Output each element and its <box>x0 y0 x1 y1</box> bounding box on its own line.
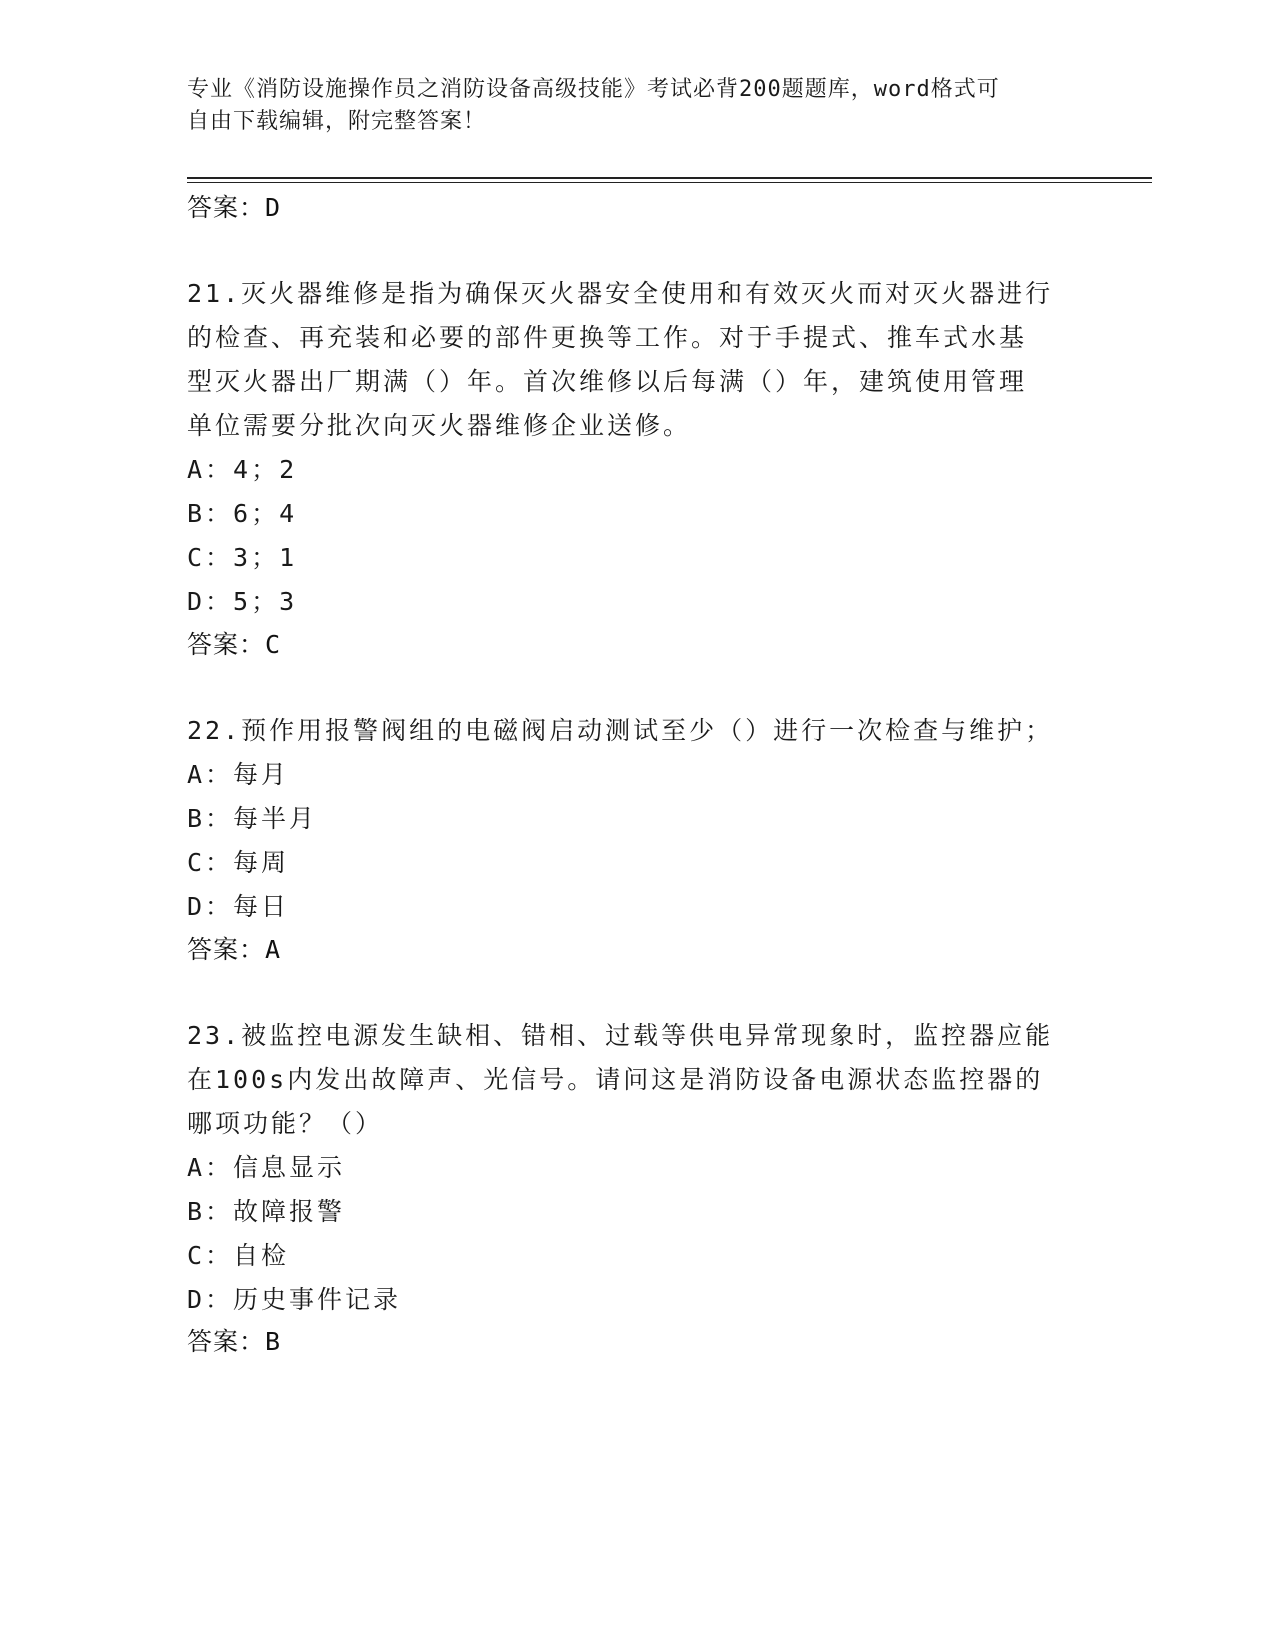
option-a: A：信息显示 <box>187 1153 346 1182</box>
option-b: B：故障报警 <box>187 1197 346 1226</box>
header-divider-thick <box>187 177 1152 179</box>
question-text-line: 单位需要分批次向灭火器维修企业送修。 <box>187 411 692 440</box>
answer-label: 答案：A <box>187 935 282 964</box>
option-c: C：每周 <box>187 848 290 877</box>
answer-label: 答案：C <box>187 630 282 659</box>
question-text-line: 23.被监控电源发生缺相、错相、过载等供电异常现象时，监控器应能 <box>187 1021 1054 1050</box>
option-a: A：4；2 <box>187 455 298 484</box>
header-line-1: 专业《消防设施操作员之消防设备高级技能》考试必背200题题库，word格式可 <box>187 77 1000 102</box>
question-text-line: 22.预作用报警阀组的电磁阀启动测试至少（）进行一次检查与维护； <box>187 716 1054 745</box>
header-line-2: 自由下载编辑，附完整答案！ <box>187 109 487 134</box>
option-d: D：5；3 <box>187 587 298 616</box>
header-divider-thin <box>187 182 1152 183</box>
option-b: B：每半月 <box>187 804 318 833</box>
option-b: B：6；4 <box>187 499 298 528</box>
question-text-line: 哪项功能？（） <box>187 1109 384 1138</box>
question-text-line: 21.灭火器维修是指为确保灭火器安全使用和有效灭火而对灭火器进行 <box>187 279 1054 308</box>
previous-answer: 答案：D <box>187 193 282 222</box>
question-text-line: 的检查、再充装和必要的部件更换等工作。对于手提式、推车式水基 <box>187 323 1028 352</box>
option-a: A：每月 <box>187 760 290 789</box>
question-text-line: 型灭火器出厂期满（）年。首次维修以后每满（）年，建筑使用管理 <box>187 367 1028 396</box>
document-header <box>187 74 1067 138</box>
option-d: D：每日 <box>187 892 290 921</box>
option-c: C：自检 <box>187 1241 290 1270</box>
question-text-line: 在100s内发出故障声、光信号。请问这是消防设备电源状态监控器的 <box>187 1065 1044 1094</box>
answer-label: 答案：B <box>187 1327 282 1356</box>
option-c: C：3；1 <box>187 543 298 572</box>
option-d: D：历史事件记录 <box>187 1285 402 1314</box>
